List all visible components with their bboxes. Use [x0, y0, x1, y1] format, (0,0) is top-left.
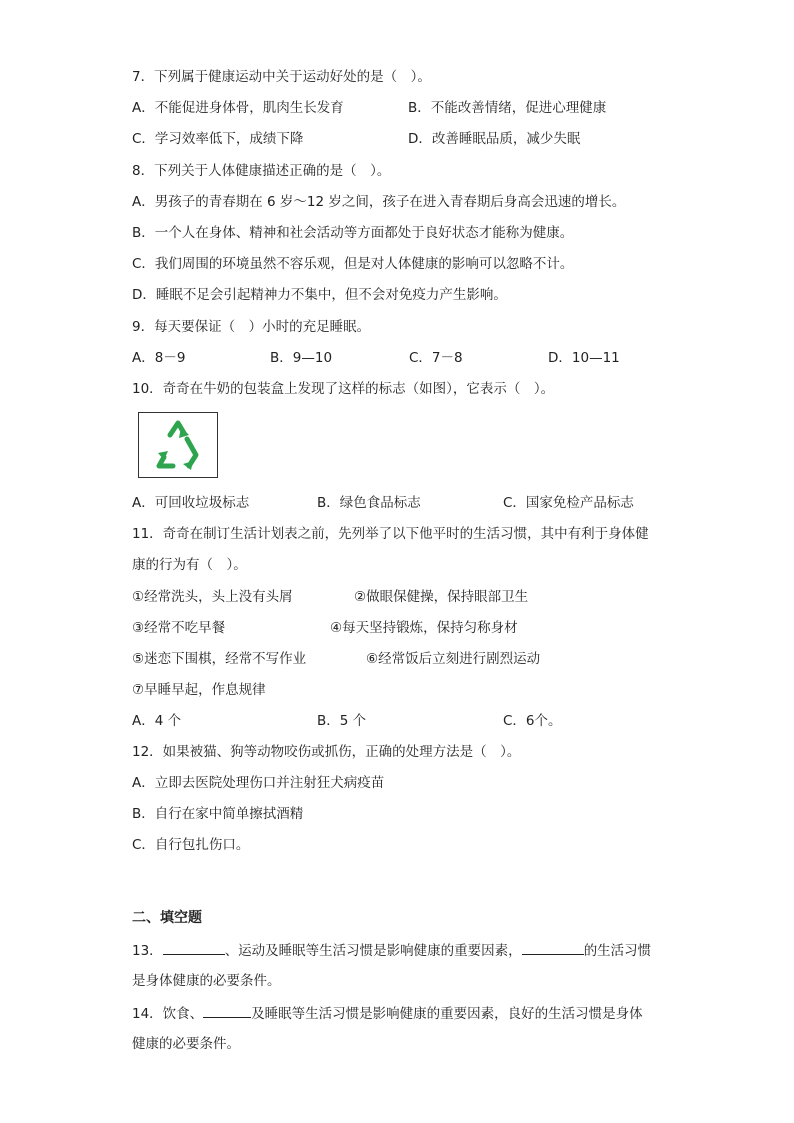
- q11-habit-5: ⑤迷恋下围棋，经常不写作业: [132, 651, 307, 667]
- q13-blank-1[interactable]: [163, 940, 225, 955]
- q10-stem: 10．奇奇在牛奶的包装盒上发现了这样的标志（如图），它表示（ ）。: [132, 381, 555, 397]
- q11-habit-6: ⑥经常饭后立刻进行剧烈运动: [366, 651, 541, 667]
- q11-habit-4: ④每天坚持锻炼，保持匀称身材: [330, 620, 518, 636]
- recycle-icon: [139, 413, 217, 477]
- q11-option-c: C．6个。: [503, 713, 562, 729]
- q13-line1: [132, 940, 651, 961]
- q11-stem-line2: 康的行为有（ ）。: [132, 557, 247, 573]
- q12-option-b: B．自行在家中简单擦拭酒精: [132, 806, 304, 822]
- q12-option-a: A．立即去医院处理伤口并注射狂犬病疫苗: [132, 775, 385, 791]
- q7-option-a: A．不能促进身体骨，肌肉生长发育: [132, 100, 344, 116]
- q9-option-d: D．10—11: [548, 350, 620, 366]
- q12-stem: 12．如果被猫、狗等动物咬伤或抓伤，正确的处理方法是（ ）。: [132, 744, 521, 760]
- q10-option-b: B．绿色食品标志: [317, 495, 421, 511]
- q14-text-2: 及睡眠等生活习惯是影响健康的重要因素，良好的生活习惯是身体: [251, 1006, 643, 1022]
- q8-option-c: C．我们周围的环境虽然不容乐观，但是对人体健康的影响可以忽略不计。: [132, 256, 574, 272]
- q13-blank-2[interactable]: [522, 940, 584, 955]
- q13-number: 13．: [132, 943, 163, 959]
- q9-option-c: C．7－8: [409, 350, 463, 366]
- q13-text-2: 的生活习惯: [583, 943, 652, 959]
- recycle-logo-image: [138, 412, 218, 478]
- q11-habit-1: ①经常洗头，头上没有头屑: [132, 589, 293, 605]
- q11-option-a: A．4 个: [132, 713, 182, 729]
- q11-habit-2: ②做眼保健操，保持眼部卫生: [354, 589, 529, 605]
- q14-blank-1[interactable]: [203, 1003, 251, 1018]
- q9-option-a: A．8－9: [132, 350, 186, 366]
- q14-line1: [132, 1003, 643, 1024]
- q10-option-c: C．国家免检产品标志: [503, 495, 634, 511]
- q13-text-1: 、运动及睡眠等生活习惯是影响健康的重要因素，: [224, 943, 522, 959]
- q14-line2: 健康的必要条件。: [132, 1036, 240, 1052]
- q8-option-b: B．一个人在身体、精神和社会活动等方面都处于良好状态才能称为健康。: [132, 225, 574, 241]
- q11-option-b: B．5 个: [317, 713, 367, 729]
- q8-option-a: A．男孩子的青春期在 6 岁～12 岁之间，孩子在进入青春期后身高会迅速的增长。: [132, 194, 626, 210]
- q8-stem: 8．下列关于人体健康描述正确的是（ ）。: [132, 163, 391, 179]
- q11-habit-3: ③经常不吃早餐: [132, 620, 226, 636]
- q11-stem-line1: 11．奇奇在制订生活计划表之前，先列举了以下他平时的生活习惯，其中有利于身体健: [132, 526, 649, 542]
- section-title-fill-in: 二、填空题: [132, 910, 202, 926]
- q9-stem: 9．每天要保证（ ）小时的充足睡眠。: [132, 319, 371, 335]
- q10-option-a: A．可回收垃圾标志: [132, 495, 250, 511]
- q7-option-b: B．不能改善情绪，促进心理健康: [408, 100, 607, 116]
- q9-option-b: B．9—10: [270, 350, 333, 366]
- q8-option-d: D．睡眠不足会引起精神力不集中，但不会对免疫力产生影响。: [132, 287, 507, 303]
- q7-stem: 7．下列属于健康运动中关于运动好处的是（ ）。: [132, 69, 431, 85]
- q7-option-c: C．学习效率低下，成绩下降: [132, 131, 304, 147]
- q12-option-c: C．自行包扎伤口。: [132, 837, 250, 853]
- q13-line2: 是身体健康的必要条件。: [132, 973, 281, 989]
- q7-option-d: D．改善睡眠品质，减少失眠: [408, 131, 581, 147]
- q14-text-1: 14．饮食、: [132, 1006, 204, 1022]
- q11-habit-7: ⑦早睡早起，作息规律: [132, 682, 266, 698]
